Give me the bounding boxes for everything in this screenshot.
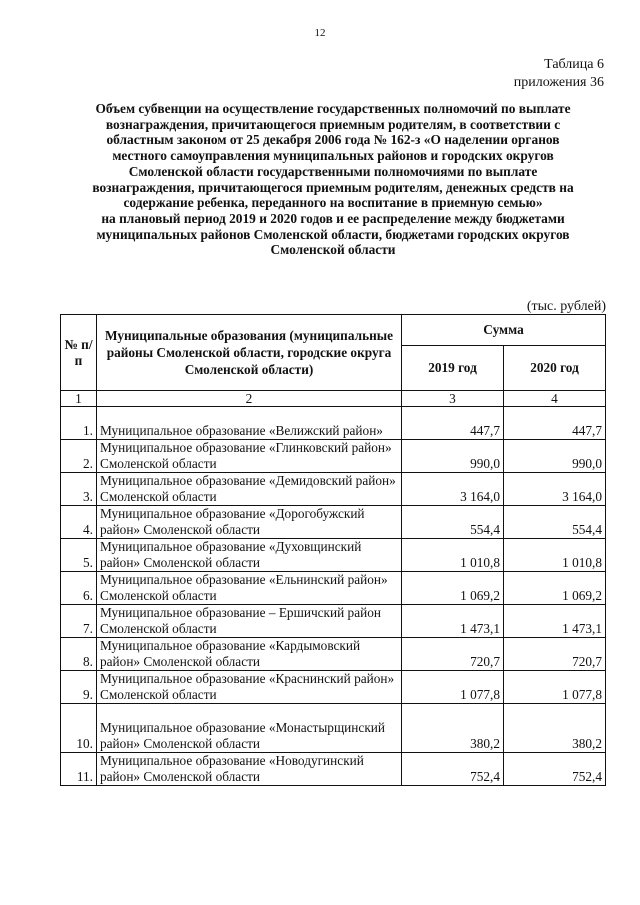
- column-index: 1: [61, 391, 97, 407]
- title-line: муниципальных районов Смоленской области, бюджетами городских округов: [96, 226, 570, 242]
- row-num: 8.: [61, 638, 97, 671]
- row-value-2019: 554,4: [402, 506, 504, 539]
- row-value-2020: 447,7: [504, 407, 606, 440]
- row-name: Муниципальное образование «Новодугинский район» Смоленской области: [97, 753, 402, 786]
- title-line: областным законом от 25 декабря 2006 года № 162-з «О наделении органов: [106, 132, 560, 148]
- title-line: Смоленской области государственными полномочиями по выплате: [128, 163, 538, 179]
- row-num: 9.: [61, 671, 97, 704]
- row-value-2020: 990,0: [504, 440, 606, 473]
- row-value-2020: 720,7: [504, 638, 606, 671]
- subsidy-table: [60, 314, 606, 786]
- row-num: 6.: [61, 572, 97, 605]
- row-num: 2.: [61, 440, 97, 473]
- units-label: (тыс. рублей): [526, 299, 606, 314]
- table-row: [61, 506, 606, 539]
- header-year-2019: 2019 год: [402, 346, 504, 391]
- title-line: на плановый период 2019 и 2020 годов и ее распределение между бюджетами: [101, 210, 565, 226]
- table-ref-line2: приложения 36: [513, 75, 604, 90]
- page-number: 12: [314, 27, 326, 39]
- row-num: 10.: [61, 704, 97, 753]
- row-name: Муниципальное образование «Дорогобужский район» Смоленской области: [97, 506, 402, 539]
- title-line: вознаграждения, причитающегося приемным родителям, денежных средств на: [92, 179, 574, 195]
- row-value-2019: 752,4: [402, 753, 504, 786]
- table-row: [61, 473, 606, 506]
- row-num: 4.: [61, 506, 97, 539]
- column-index: 3: [402, 391, 504, 407]
- row-value-2020: 1 069,2: [504, 572, 606, 605]
- title-line: Объем субвенции на осуществление государственных полномочий по выплате: [95, 101, 571, 116]
- header-name: Муниципальные образования (муниципальные районы Смоленской области, городские округа Смоленской области): [97, 315, 402, 391]
- table-row: [61, 671, 606, 704]
- row-value-2020: 554,4: [504, 506, 606, 539]
- header-sum: Сумма: [402, 315, 606, 346]
- table-row: [61, 539, 606, 572]
- header-num: № п/п: [61, 315, 97, 391]
- row-value-2019: 3 164,0: [402, 473, 504, 506]
- table-row: [61, 753, 606, 786]
- row-name: Муниципальное образование «Ельнинский район» Смоленской области: [97, 572, 402, 605]
- row-value-2019: 1 069,2: [402, 572, 504, 605]
- row-value-2019: 1 473,1: [402, 605, 504, 638]
- title-line: Смоленской области: [270, 242, 396, 258]
- row-name: Муниципальное образование «Глинковский район» Смоленской области: [97, 440, 402, 473]
- table-row: [61, 638, 606, 671]
- row-name: Муниципальное образование «Краснинский район» Смоленской области: [97, 671, 402, 704]
- row-value-2019: 720,7: [402, 638, 504, 671]
- row-value-2020: 1 077,8: [504, 671, 606, 704]
- row-name: Муниципальное образование «Монастырщинский район» Смоленской области: [97, 704, 402, 753]
- table-row: [61, 704, 606, 753]
- column-index: 2: [97, 391, 402, 407]
- table-row: [61, 572, 606, 605]
- row-num: 5.: [61, 539, 97, 572]
- row-value-2020: 3 164,0: [504, 473, 606, 506]
- row-value-2020: 1 010,8: [504, 539, 606, 572]
- row-num: 1.: [61, 407, 97, 440]
- title-line: вознаграждения, причитающегося приемным родителям, в соответствии с: [105, 116, 561, 132]
- row-value-2019: 447,7: [402, 407, 504, 440]
- row-name: Муниципальное образование – Ершичский район Смоленской области: [97, 605, 402, 638]
- row-value-2019: 380,2: [402, 704, 504, 753]
- table-ref-line1: Таблица 6: [544, 57, 604, 72]
- row-value-2020: 1 473,1: [504, 605, 606, 638]
- row-value-2019: 1 010,8: [402, 539, 504, 572]
- row-value-2020: 752,4: [504, 753, 606, 786]
- row-name: Муниципальное образование «Кардымовский район» Смоленской области: [97, 638, 402, 671]
- table-row: [61, 605, 606, 638]
- row-name: Муниципальное образование «Демидовский район» Смоленской области: [97, 473, 402, 506]
- title-line: содержание ребенка, переданного на воспитание в приемную семью»: [123, 195, 543, 211]
- header-year-2020: 2020 год: [504, 346, 606, 391]
- row-num: 3.: [61, 473, 97, 506]
- table-reference: [514, 56, 604, 92]
- row-value-2019: 990,0: [402, 440, 504, 473]
- table-row: [61, 407, 606, 440]
- row-value-2019: 1 077,8: [402, 671, 504, 704]
- document-title: [60, 101, 606, 258]
- row-name: Муниципальное образование «Духовщинский район» Смоленской области: [97, 539, 402, 572]
- column-index: 4: [504, 391, 606, 407]
- row-num: 7.: [61, 605, 97, 638]
- title-line: местного самоуправления муниципальных районов и городских округов: [112, 148, 554, 164]
- row-name: Муниципальное образование «Велижский район»: [97, 407, 402, 440]
- row-value-2020: 380,2: [504, 704, 606, 753]
- table-row: [61, 440, 606, 473]
- row-num: 11.: [61, 753, 97, 786]
